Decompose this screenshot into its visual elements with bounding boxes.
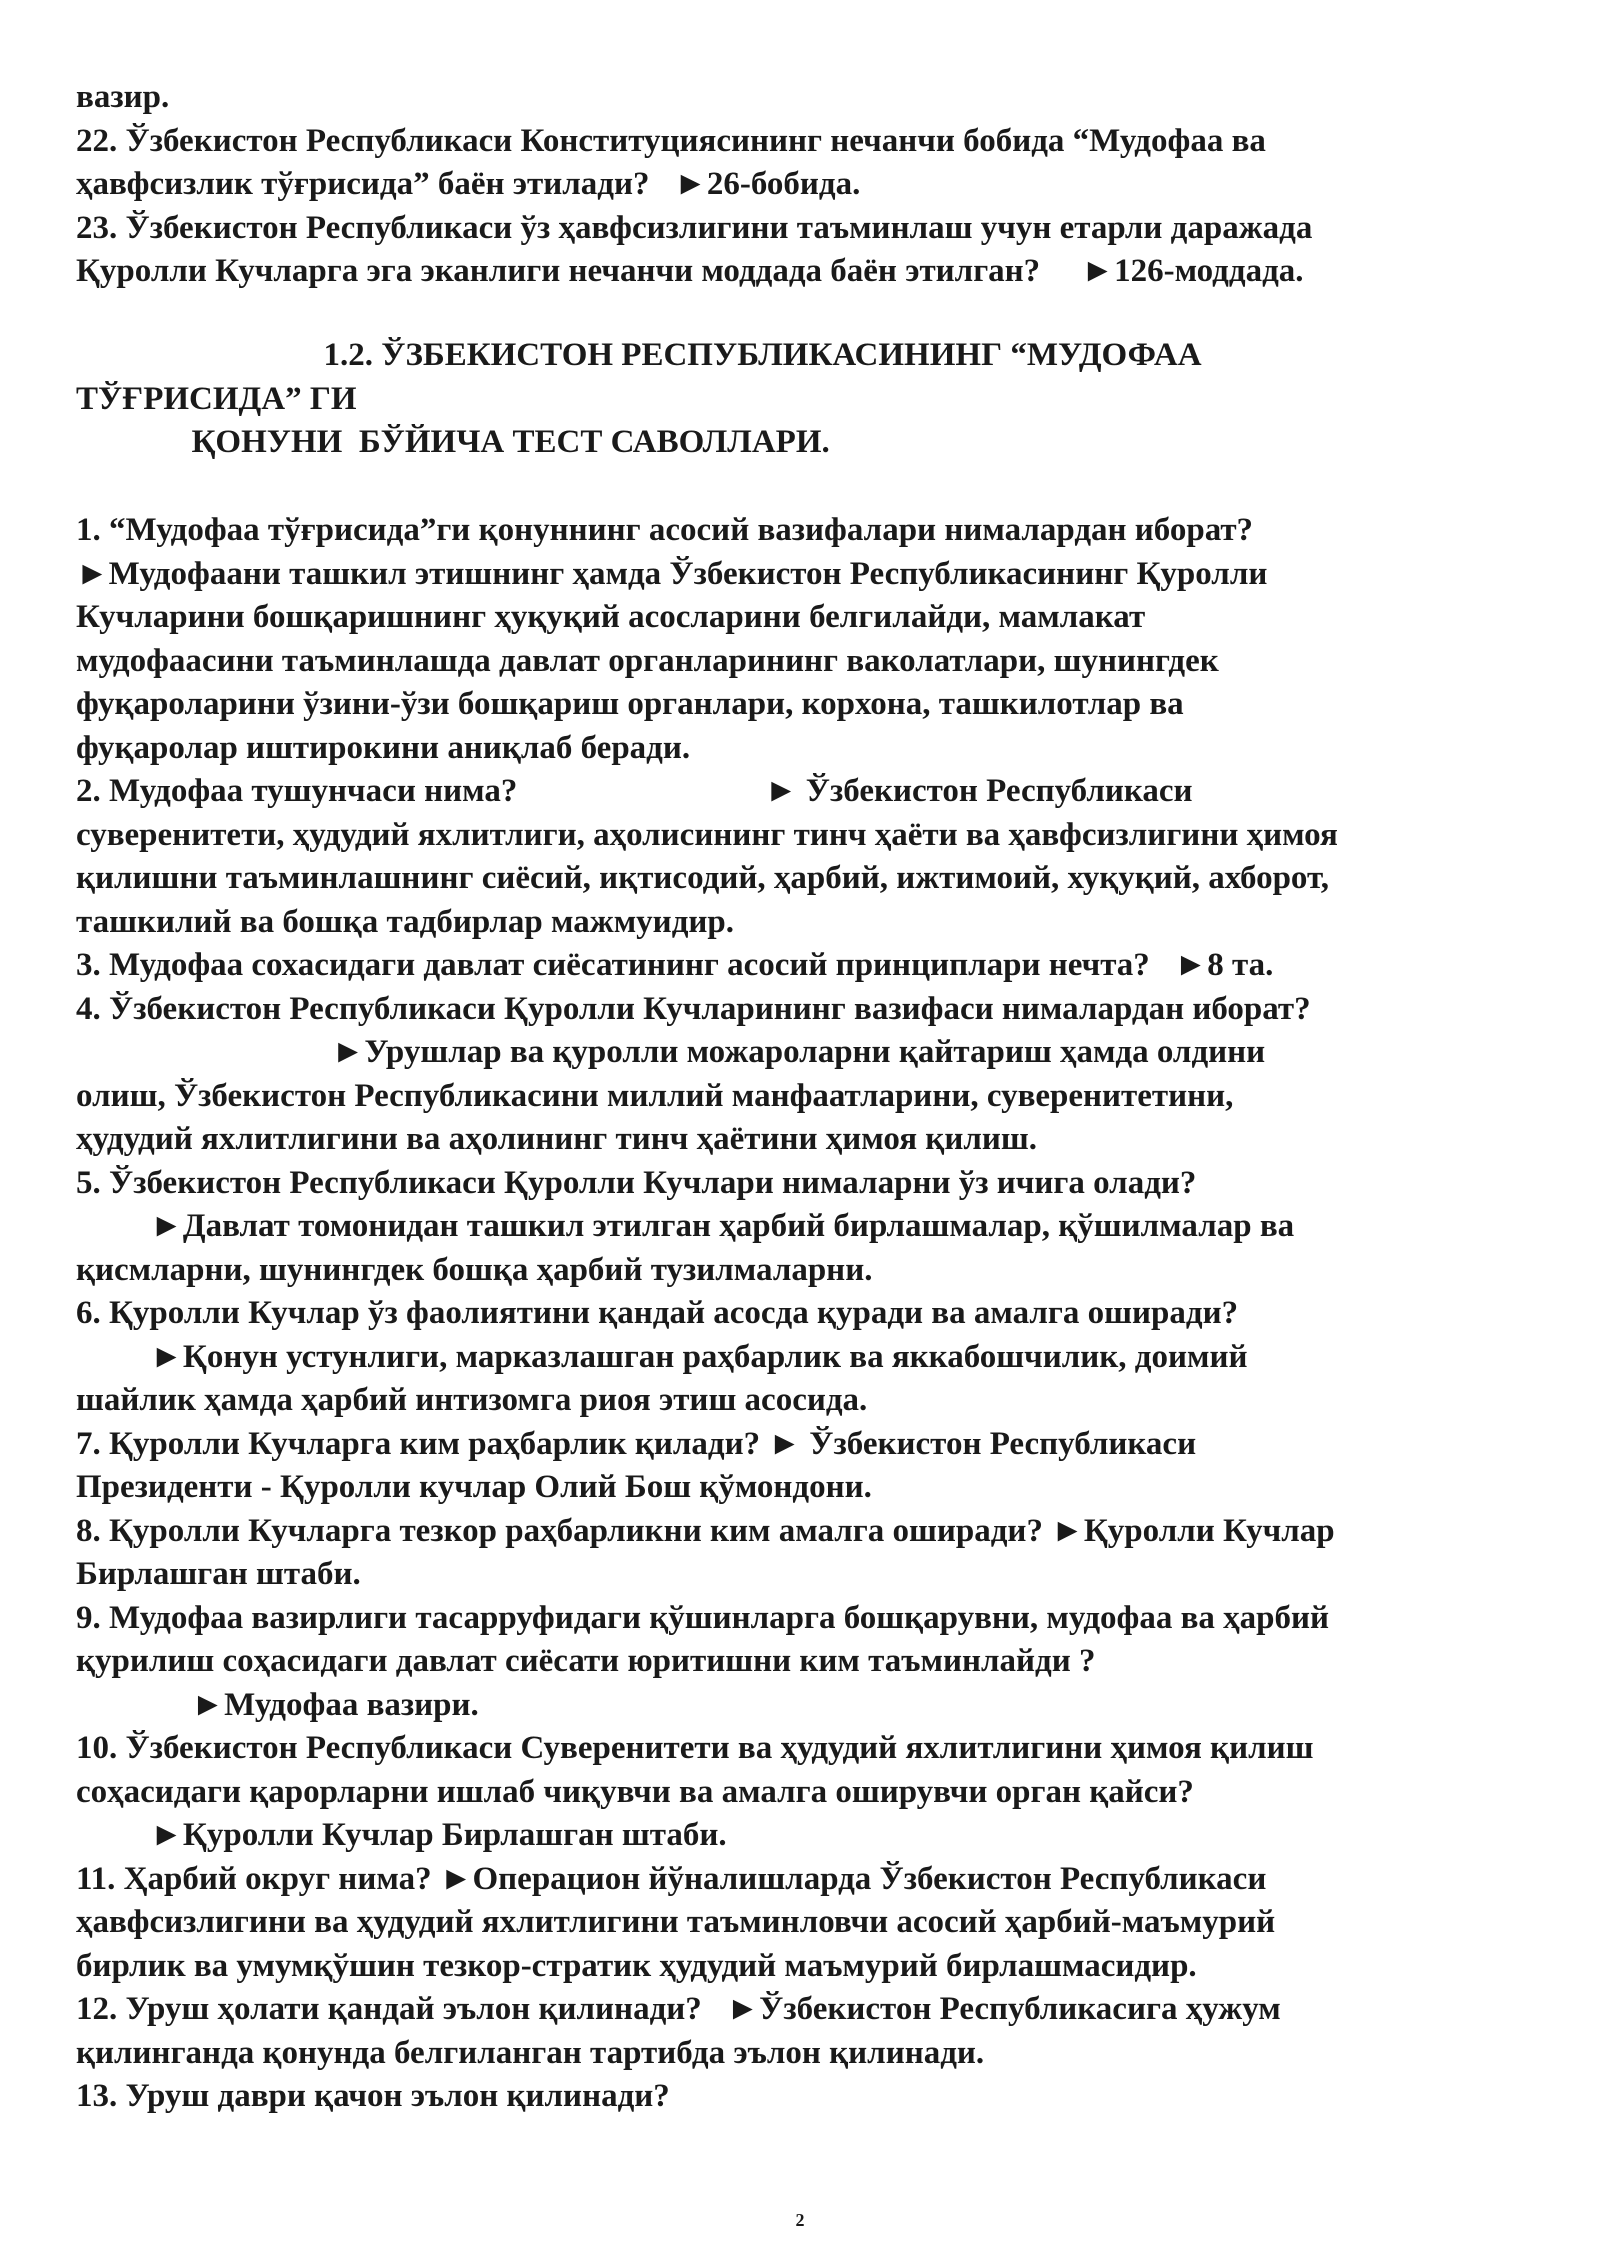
question-line: олиш, Ўзбекистон Республикасини миллий манфаатларини, суверенитетини, (76, 1077, 1234, 1114)
question-line: ►Қуролли Кучлар Бирлашган штаби. (76, 1817, 727, 1853)
text-line: ҳавфсизлик тўғрисида” баён этилади? ►26-бобида. (76, 166, 861, 202)
question-line: ►Қонун устунлиги, марказлашган раҳбарлик ва яккабошчилик, доимий (76, 1338, 1248, 1375)
question-line: Кучларини бошқаришнинг ҳуқуқий асосларини белгилайди, мамлакат (76, 599, 1146, 635)
question-line: 11. Ҳарбий округ нима? ►Операцион йўналишларда Ўзбекистон Республикаси (76, 1860, 1267, 1897)
question-line: шайлик ҳамда ҳарбий интизомга риоя этиш асосида. (76, 1382, 868, 1418)
question-line: қилишни таъминлашнинг сиёсий, иқтисодий, ҳарбий, ижтимоий, хуқуқий, ахборот, (76, 860, 1329, 896)
question-line: мудофаасини таъминлашда давлат органларининг ваколатлари, шунингдек (76, 642, 1219, 679)
text-line: Қуролли Кучларга эга эканлиги нечанчи моддада баён этилган? ►126-моддада. (76, 253, 1304, 289)
question-line: ►Урушлар ва қуролли можароларни қайтариш ҳамда олдини (76, 1034, 1266, 1070)
question-line: бирлик ва умумқўшин тезкор-стратик ҳудудий маъмурий бирлашмасидир. (76, 1947, 1197, 1984)
question-line: қурилиш соҳасидаги давлат сиёсати юритишни ким таъминлайди ? (76, 1643, 1096, 1679)
question-line: ►Давлат томонидан ташкил этилган ҳарбий бирлашмалар, қўшилмалар ва (76, 1208, 1295, 1244)
question-line: ҳудудий яхлитлигини ва аҳолининг тинч ҳаётини ҳимоя қилиш. (76, 1121, 1037, 1157)
question-line: ►Мудофаа вазири. (76, 1686, 479, 1723)
heading-line: 1.2. ЎЗБЕКИСТОН РЕСПУБЛИКАСИНИНГ “МУДОФАА (76, 337, 1202, 373)
question-line: ташкилий ва бошқа тадбирлар мажмуидир. (76, 903, 735, 940)
question-line: 2. Мудофаа тушунчаси нима? ► Ўзбекистон Республикаси (76, 773, 1193, 809)
question-line: ҳавфсизлигини ва ҳудудий яхлитлигини таъминловчи асосий ҳарбий-маъмурий (76, 1904, 1276, 1940)
question-line: 9. Мудофаа вазирлиги тасарруфидаги қўшинларга бошқарувни, мудофаа ва ҳарбий (76, 1599, 1330, 1636)
question-line: Бирлашган штаби. (76, 1556, 361, 1592)
question-line: 4. Ўзбекистон Республикаси Қуролли Кучларининг вазифаси нималардан иборат? (76, 990, 1311, 1027)
question-line: суверенитети, ҳудудий яхлитлиги, аҳолисининг тинч ҳаёти ва ҳавфсизлигини ҳимоя (76, 816, 1338, 853)
heading-line: ҚОНУНИ БЎЙИЧА ТЕСТ САВОЛЛАРИ. (76, 424, 830, 460)
question-line: 7. Қуролли Кучларга ким раҳбарлик қилади? ► Ўзбекистон Республикаси (76, 1425, 1197, 1462)
question-line: қилинганда қонунда белгиланган тартибда эълон қилинади. (76, 2034, 985, 2071)
page-number: 2 (795, 2210, 805, 2230)
question-line: ►Мудофаани ташкил этишнинг ҳамда Ўзбекистон Республикасининг Қуролли (76, 555, 1268, 592)
question-line: 13. Уруш даври қачон эълон қилинади? (76, 2078, 670, 2114)
question-line: қисмларни, шунингдек бошқа ҳарбий тузилмаларни. (76, 1251, 873, 1288)
heading-line: ТЎҒРИСИДА” ГИ (76, 380, 357, 417)
question-line: фуқароларини ўзини-ўзи бошқариш органлари, корхона, ташкилотлар ва (76, 686, 1184, 722)
question-line: 3. Мудофаа сохасидаги давлат сиёсатининг асосий принциплари нечта? ►8 та. (76, 947, 1274, 983)
text-line: 23. Ўзбекистон Республикаси ўз ҳавфсизлигини таъминлаш учун етарли даражада (76, 209, 1313, 246)
question-line: 8. Қуролли Кучларга тезкор раҳбарликни ким амалга оширади? ►Қуролли Кучлар (76, 1512, 1335, 1549)
question-line: Президенти - Қуролли кучлар Олий Бош қўмондони. (76, 1469, 872, 1505)
section-heading (76, 334, 1546, 465)
text-line: вазир. (76, 79, 170, 115)
question-line: соҳасидаги қарорларни ишлаб чиқувчи ва амалга оширувчи орган қайси? (76, 1773, 1194, 1810)
previous-questions-continuation (76, 76, 1546, 294)
question-line: 1. “Мудофаа тўғрисида”ги қонуннинг асосий вазифалари нималардан иборат? (76, 512, 1254, 548)
question-line: 6. Қуролли Кучлар ўз фаолиятини қандай асосда қуради ва амалга оширади? (76, 1295, 1239, 1331)
question-line: фуқаролар иштирокини аниқлаб беради. (76, 729, 691, 766)
text-line: 22. Ўзбекистон Республикаси Конституциясининг нечанчи бобида “Мудофаа ва (76, 122, 1266, 159)
question-line: 10. Ўзбекистон Республикаси Суверенитети ва ҳудудий яхлитлигини ҳимоя қилиш (76, 1730, 1314, 1766)
question-line: 12. Уруш ҳолати қандай эълон қилинади? ►Ўзбекистон Республикасига ҳужум (76, 1991, 1281, 2027)
test-questions (76, 509, 1546, 2119)
question-line: 5. Ўзбекистон Республикаси Қуролли Кучлари нималарни ўз ичига олади? (76, 1164, 1197, 1201)
